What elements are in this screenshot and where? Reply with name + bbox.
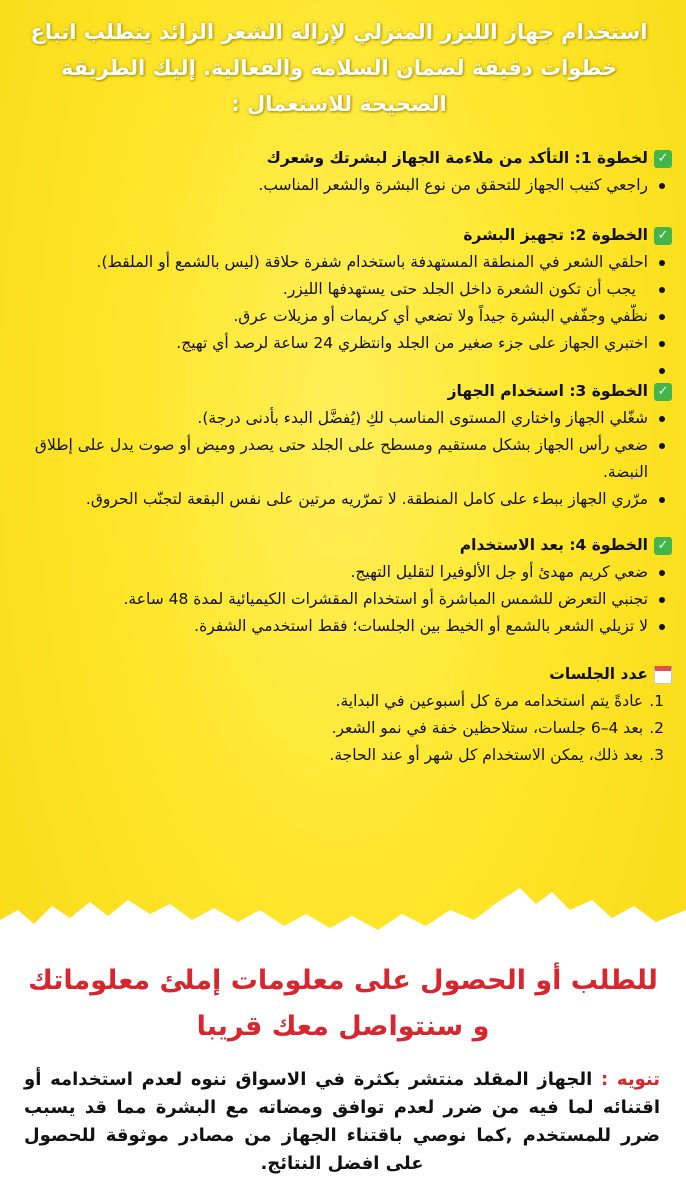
step-2-title: الخطوة 2: تجهيز البشرة [463, 226, 648, 244]
list-item: تجنبي التعرض للشمس المباشرة أو استخدام المقشرات الكيميائية لمدة 48 ساعة. [20, 586, 648, 613]
list-item: راجعي كتيب الجهاز للتحقق من نوع البشرة والشعر المناسب. [20, 172, 648, 199]
list-text: بعد ذلك، يمكن الاستخدام كل شهر أو عند الحاجة. [329, 746, 644, 764]
list-item: اختبري الجهاز على جزء صغير من الجلد وانتظري 24 ساعة لرصد أي تهيج. [20, 330, 648, 357]
step-4-list [20, 559, 672, 640]
list-item: شغّلي الجهاز واختاري المستوى المناسب لكِ (يُفضَّل البدء بأدنى درجة). [20, 405, 648, 432]
step-2-list [20, 249, 672, 377]
list-item: ضعي رأس الجهاز بشكل مستقيم ومسطح على الجلد حتى يصدر وميض أو صوت يدل على إطلاق النبضة. [20, 432, 648, 486]
sessions-title: عدد الجلسات [549, 665, 648, 683]
empty-list-item [20, 357, 648, 377]
step-2-heading [20, 221, 672, 249]
list-item: مرّري الجهاز ببطء على كامل المنطقة. لا تمرّريه مرتين على نفس البقعة لتجنّب الحروق. [20, 486, 648, 513]
list-item: ضعي كريم مهدئ أو جل الألوفيرا لتقليل التهيج. [20, 559, 648, 586]
list-text: بعد 4–6 جلسات، ستلاحظين خفة في نمو الشعر. [331, 719, 644, 737]
step-1-heading [20, 144, 672, 172]
warning-text: الجهاز المقلد منتشر بكثرة في الاسواق ننوه لعدم استخدامه أو اقتنائه لما فيه من ضرر لعدم توافق ومضاته مع البشرة مما قد يسبب ضرر للمستخدم ,كما نوصي باقتناء الجهاز من مصادر موثوقة للحصول على افضل النتائج. [24, 1069, 660, 1174]
step-4-title: الخطوة 4: بعد الاستخدام [459, 536, 648, 554]
step-1-title: لخطوة 1: التأكد من ملاءمة الجهاز لبشرتك وشعرك [266, 149, 648, 167]
list-item [20, 742, 664, 769]
intro-heading: استخدام جهاز الليزر المنزلي لإزالة الشعر الزائد يتطلب اتباع خطوات دقيقة لضمان السلامة والفعالية. إليك الطريقة الصحيحة للاستعمال : [30, 20, 648, 116]
sessions-list [20, 688, 672, 769]
list-item [20, 715, 664, 742]
step-3-heading [20, 377, 672, 405]
list-item: يجب أن تكون الشعرة داخل الجلد حتى يستهدفها الليزر. [20, 276, 648, 303]
list-item: لا تزيلي الشعر بالشمع أو الخيط بين الجلسات؛ فقط استخدمي الشفرة. [20, 613, 648, 640]
warning-label: تنويه : [601, 1069, 660, 1090]
check-mark-icon: ✓ [654, 383, 672, 401]
order-call-to-action: للطلب أو الحصول على معلومات إملئ معلوماتك و سنتواصل معك قريبا [28, 965, 658, 1042]
list-number: 3. [649, 746, 664, 764]
step-4-heading [20, 531, 672, 559]
list-number: 1. [649, 692, 664, 710]
sessions-heading [20, 660, 672, 688]
step-3-title: الخطوة 3: استخدام الجهاز [447, 382, 648, 400]
check-mark-icon: ✓ [654, 537, 672, 555]
check-mark-icon: ✓ [654, 150, 672, 168]
step-3-list [20, 405, 672, 513]
steps-content [20, 144, 672, 769]
list-text: عادةً يتم استخدامه مرة كل أسبوعين في البداية. [335, 692, 644, 710]
list-item: احلقي الشعر في المنطقة المستهدفة باستخدام شفرة حلاقة (ليس بالشمع أو الملقط). [20, 249, 648, 276]
list-item: نظّفي وجفّفي البشرة جيداً ولا تضعي أي كريمات أو مزيلات عرق. [20, 303, 648, 330]
step-1-list [20, 172, 672, 199]
check-mark-icon: ✓ [654, 227, 672, 245]
warning-note [24, 1066, 660, 1178]
list-number: 2. [649, 719, 664, 737]
calendar-icon [654, 666, 672, 684]
list-item [20, 688, 664, 715]
